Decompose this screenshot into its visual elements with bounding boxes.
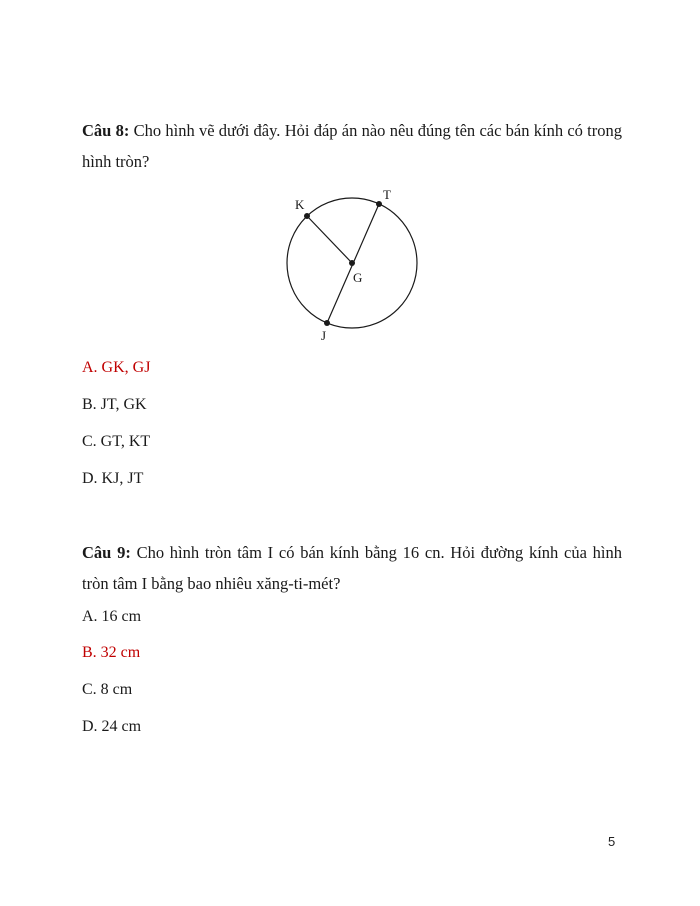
question-9-option-a: A. 16 cm — [82, 608, 142, 625]
point-t-dot — [376, 201, 382, 207]
point-t-label: T — [383, 187, 391, 202]
circle-figure — [270, 182, 430, 347]
point-k-dot — [304, 213, 310, 219]
question-9-body: Cho hình tròn tâm I có bán kính bằng 16 cn. Hỏi đường kính của hình tròn tâm I bằng bao nhiêu xăng-ti-mét? — [82, 543, 622, 593]
question-9-text — [82, 537, 622, 599]
point-j-label: J — [321, 328, 327, 343]
segment-gk — [307, 216, 352, 263]
point-j-dot — [324, 320, 330, 326]
point-g-dot — [349, 260, 355, 266]
question-8-option-a: A. GK, GJ — [82, 359, 151, 376]
question-8-label: Câu 8: — [82, 121, 130, 140]
question-8-option-c: C. GT, KT — [82, 433, 151, 450]
question-9-label: Câu 9: — [82, 543, 131, 562]
question-9-option-b: B. 32 cm — [82, 644, 141, 661]
question-8-option-d: D. KJ, JT — [82, 470, 144, 487]
point-g-label: G — [353, 270, 363, 285]
question-9-option-c: C. 8 cm — [82, 681, 133, 698]
question-8-text — [82, 115, 622, 177]
question-9-option-d: D. 24 cm — [82, 718, 142, 735]
circle-diagram-svg — [270, 182, 430, 347]
point-k-label: K — [295, 197, 305, 212]
page-number: 5 — [608, 834, 616, 849]
question-8-body: Cho hình vẽ dưới đây. Hỏi đáp án nào nêu đúng tên các bán kính có trong hình tròn? — [82, 121, 623, 171]
question-8-option-b: B. JT, GK — [82, 396, 147, 413]
